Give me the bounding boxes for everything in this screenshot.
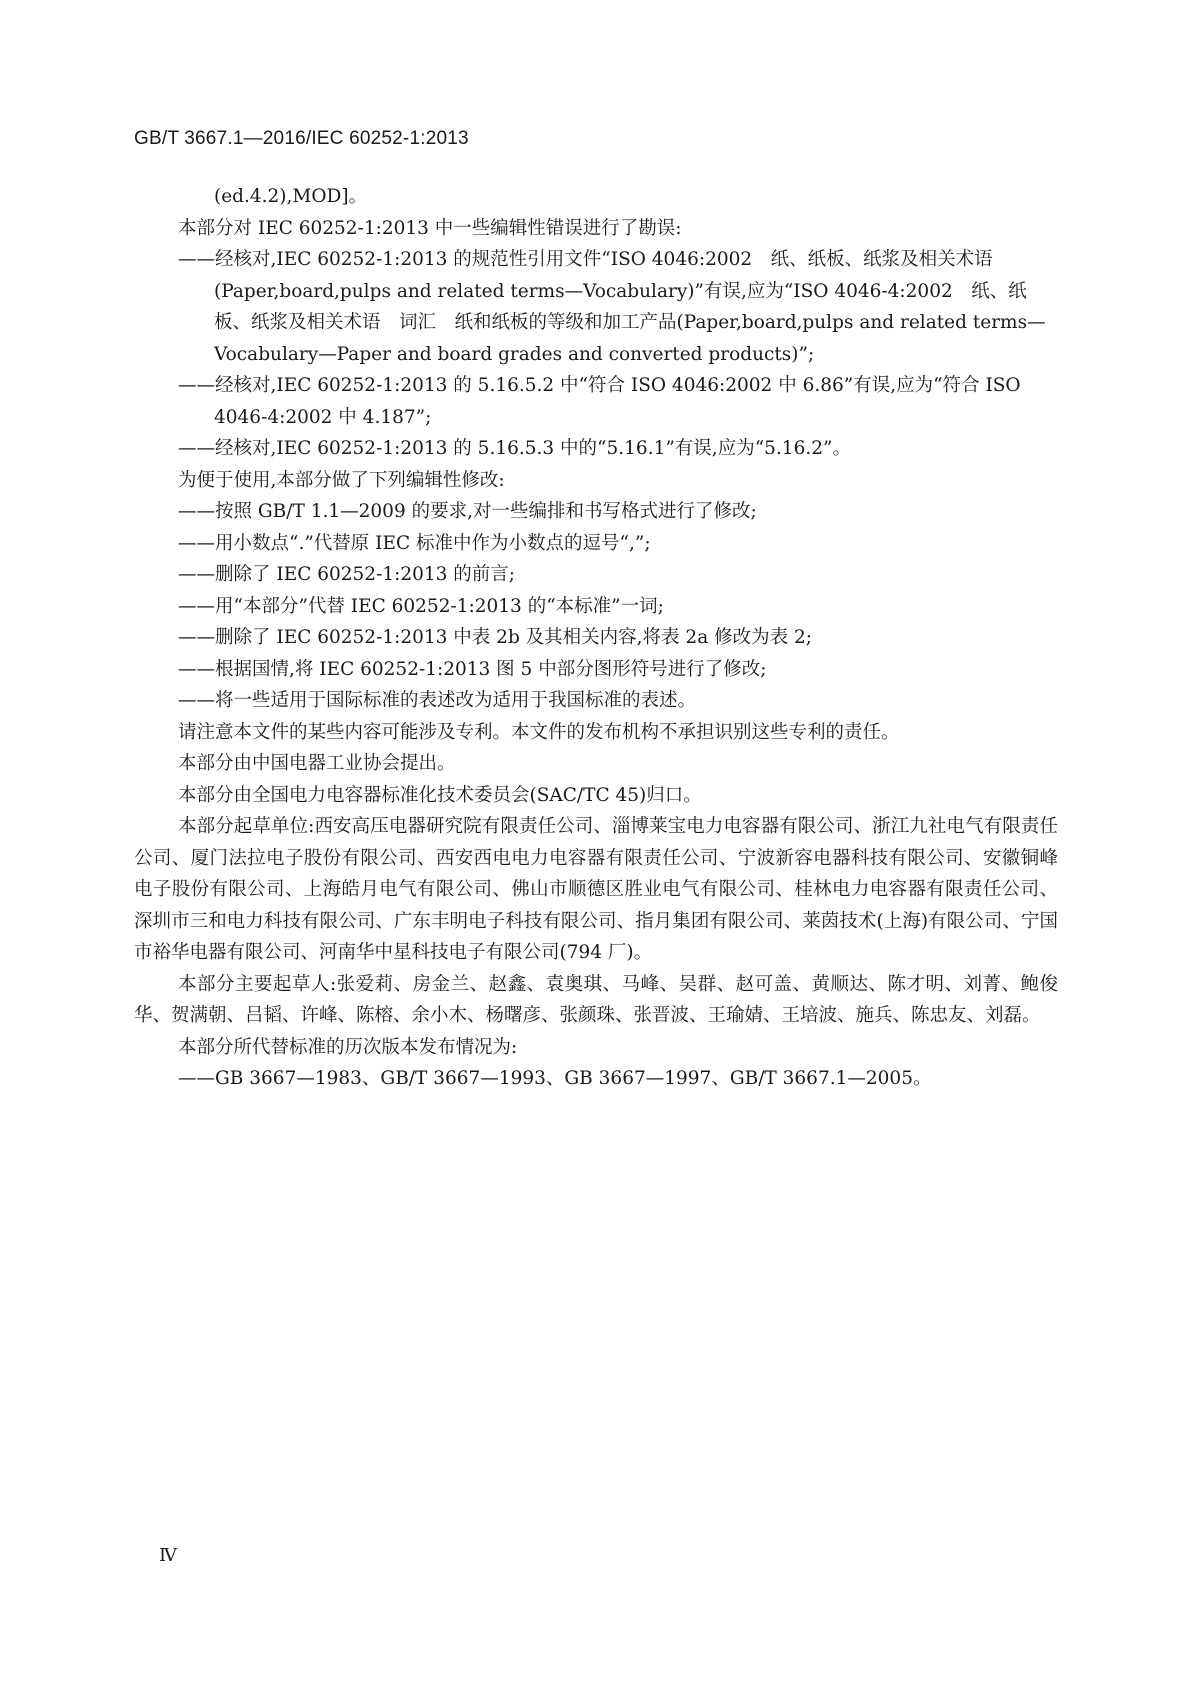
edit-item-1: ——按照 GB/T 1.1—2009 的要求,对一些编排和书写格式进行了修改; <box>178 501 757 522</box>
corrigenda-item-1: ——经核对,IEC 60252-1:2013 的规范性引用文件“ISO 4046:2002 纸、纸板、纸浆及相关术语 (Paper,board,pulps and related terms—Vocabulary)”有误,应为“ISO 4046-4:2002 纸、纸板、纸浆及相关术语 词汇 纸和纸板的等级和加工产品(Paper,board,pulps and related terms—Vocabulary—Paper and board grades and converted products)”; <box>178 249 1046 365</box>
patent-note: 请注意本文件的某些内容可能涉及专利。本文件的发布机构不承担识别这些专利的责任。 <box>178 721 900 743</box>
mod-line: (ed.4.2),MOD]。 <box>214 186 368 207</box>
edit-intro: 为便于使用,本部分做了下列编辑性修改: <box>178 469 505 491</box>
corrigenda-intro: 本部分对 IEC 60252-1:2013 中一些编辑性错误进行了勘误: <box>178 217 682 239</box>
edit-item-6: ——根据国情,将 IEC 60252-1:2013 图 5 中部分图形符号进行了修改; <box>178 658 767 680</box>
corrigenda-item-2: ——经核对,IEC 60252-1:2013 的 5.16.5.2 中“符合 ISO 4046:2002 中 6.86”有误,应为“符合 ISO 4046-4:2002 中 4.187”; <box>178 375 1021 428</box>
edit-item-7: ——将一些适用于国际标准的表述改为适用于我国标准的表述。 <box>178 690 697 711</box>
drafters: 本部分主要起草人:张爱莉、房金兰、赵鑫、袁奥琪、马峰、吴群、赵可盖、黄顺达、陈才明、刘菁、鲍俊华、贺满朝、吕韬、许峰、陈榕、余小木、杨曙彦、张颜珠、张晋波、王瑜婧、王培波、施兵、陈忠友、刘磊。 <box>134 973 1058 1026</box>
drafting-units: 本部分起草单位:西安高压电器研究院有限责任公司、淄博莱宝电力电容器有限公司、浙江九社电气有限责任公司、厦门法拉电子股份有限公司、西安西电电力电容器有限责任公司、宁波新容电器科技有限公司、安徽铜峰电子股份有限公司、上海皓月电气有限公司、佛山市顺德区胜业电气有限公司、桂林电力电容器有限责任公司、深圳市三和电力科技有限公司、广东丰明电子科技有限公司、指月集团有限公司、莱茵技术(上海)有限公司、宁国市裕华电器有限公司、河南华中星科技电子有限公司(794 厂)。 <box>134 816 1058 963</box>
edit-item-2: ——用小数点“.”代替原 IEC 标准中作为小数点的逗号“,”; <box>178 532 651 554</box>
history-intro: 本部分所代替标准的历次版本发布情况为: <box>178 1036 518 1058</box>
edit-item-5: ——删除了 IEC 60252-1:2013 中表 2b 及其相关内容,将表 2a 修改为表 2; <box>178 627 812 648</box>
edit-item-3: ——删除了 IEC 60252-1:2013 的前言; <box>178 564 516 585</box>
centralized-by: 本部分由全国电力电容器标准化技术委员会(SAC/TC 45)归口。 <box>178 784 702 806</box>
page-number: Ⅳ <box>159 1545 177 1565</box>
standard-code-header: GB/T 3667.1—2016/IEC 60252-1:2013 <box>134 128 469 149</box>
history-item-1: ——GB 3667—1983、GB/T 3667—1993、GB 3667—1997、GB/T 3667.1—2005。 <box>178 1068 932 1089</box>
corrigenda-item-3: ——经核对,IEC 60252-1:2013 的 5.16.5.3 中的“5.16.1”有误,应为“5.16.2”。 <box>178 438 851 459</box>
proposed-by: 本部分由中国电器工业协会提出。 <box>178 753 456 774</box>
edit-item-4: ——用“本部分”代替 IEC 60252-1:2013 的“本标准”一词; <box>178 595 664 617</box>
foreword-body <box>134 181 1058 1095</box>
